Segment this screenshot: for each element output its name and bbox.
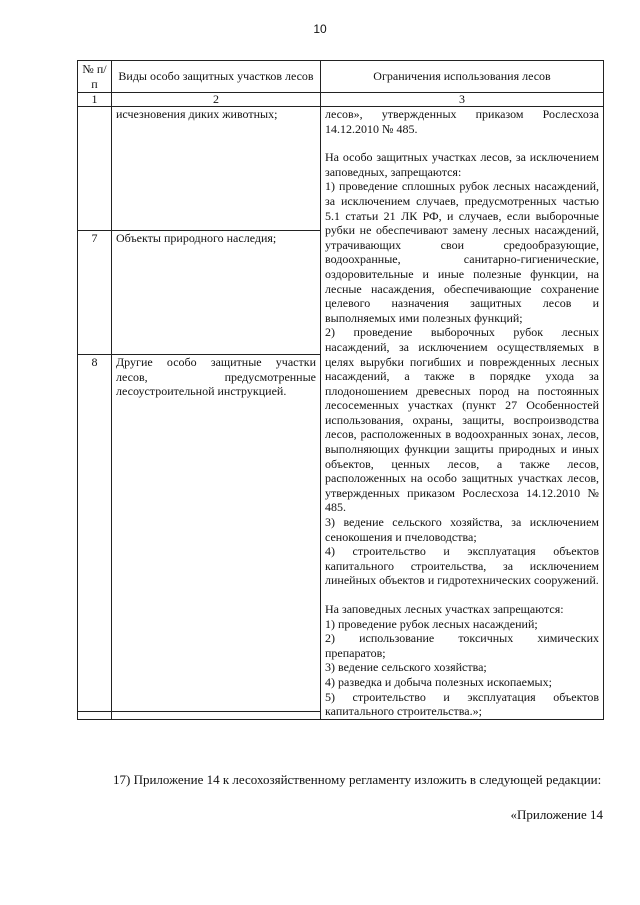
restriction-paragraph: На особо защитных участках лесов, за исключением заповедных, запрещаются:: [325, 150, 599, 179]
row-num: [78, 107, 112, 231]
spacer: [325, 136, 599, 150]
restriction-paragraph: На заповедных лесных участках запрещаются:: [325, 602, 564, 616]
restriction-paragraph: 3) ведение сельского хозяйства, за исключением сенокошения и пчеловодства;: [325, 515, 599, 544]
header-num: № п/п: [78, 61, 112, 93]
restrictions-cell: [321, 107, 604, 720]
restriction-paragraph: 1) проведение рубок лесных насаждений;: [325, 616, 538, 631]
restriction-paragraph: 2) проведение выборочных рубок лесных насаждений, за исключением осуществляемых в целях вырубки погибших и поврежденных лесных насаждений, а также в порядке ухода за плодоношением древесных пород на постоянных лесосеменных участках (пункт 27 Особенностей использования, охраны, защиты, воспроизводства лесов, расположенных в водоохранных зонах, лесов, выполняющих функции защиты природных и иных объектов, ценных лесов, а также лесов, расположенных на особо защитных участках лесов, утвержденных приказом Рослесхоза 14.12.2010 № 485.: [325, 325, 599, 515]
empty-cell: [78, 711, 112, 719]
row-type: Другие особо защитные участки лесов, предусмотренные лесоустроительной инструкцией.: [112, 355, 321, 712]
spacer: [325, 588, 599, 602]
page-number: 10: [313, 22, 327, 36]
restriction-paragraph: 4) разведка и добыча полезных ископаемых;: [325, 674, 552, 689]
restriction-paragraph: лесов», утвержденных приказом Рослесхоза 14.12.2010 № 485.: [325, 107, 599, 136]
column-number: 1: [78, 93, 112, 107]
row-type: исчезновения диких животных;: [112, 107, 321, 231]
empty-cell: [112, 711, 321, 719]
restriction-paragraph: 1) проведение сплошных рубок лесных насаждений, за исключением случаев, предусмотренных частью 5.1 статьи 21 ЛК РФ, и случаев, если выборочные рубки не обеспечивают замену лесных насаждений, утрачивающих свои средообразующие, водоохранные, санитарно-гигиенические, оздоровительные и иные полезные функции, на лесные насаждения, обеспечивающие сохранение целевого назначения защитных лесов и выполняемых ими полезных функций;: [325, 179, 599, 325]
header-types: Виды особо защитных участков лесов: [112, 61, 321, 93]
column-number: 2: [112, 93, 321, 107]
row-type: Объекты природного наследия;: [112, 231, 321, 355]
header-restrictions: Ограничения использования лесов: [321, 61, 604, 93]
restriction-paragraph: 4) строительство и эксплуатация объектов капитального строительства, за исключением линейных объектов и гидротехнических сооружений.: [325, 544, 599, 588]
row-num: 7: [78, 231, 112, 355]
restriction-paragraph: 2) использование токсичных химических препаратов;: [325, 631, 599, 660]
appendix-label: «Приложение 14: [510, 807, 603, 822]
amendment-paragraph: 17) Приложение 14 к лесохозяйственному регламенту изложить в следующей редакции:: [113, 772, 602, 787]
column-number: 3: [321, 93, 604, 107]
row-num: 8: [78, 355, 112, 712]
restriction-paragraph: 3) ведение сельского хозяйства;: [325, 660, 487, 675]
restrictions-table: [77, 60, 604, 720]
restriction-paragraph: 5) строительство и эксплуатация объектов капитального строительства.»;: [325, 689, 599, 719]
